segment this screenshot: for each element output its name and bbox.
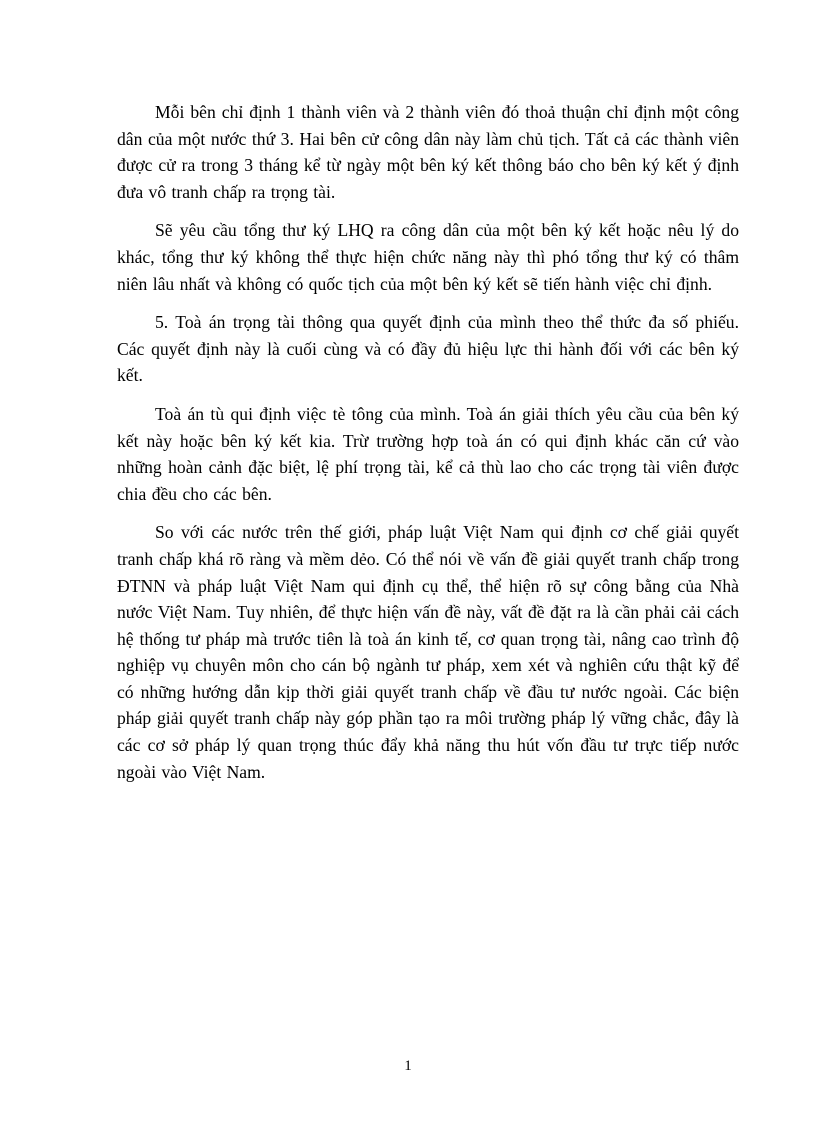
page-number: 1 [404, 1058, 412, 1074]
paragraph: 5. Toà án trọng tài thông qua quyết định của mình theo thể thức đa số phiếu. Các quyết định này là cuối cùng và có đầy đủ hiệu lực thi hành đối với các bên ký kết. [117, 312, 739, 386]
paragraph: Toà án tù qui định việc tè tông của mình. Toà án giải thích yêu cầu của bên ký kết này hoặc bên ký kết kia. Trừ trường hợp toà án có qui định khác căn cứ vào những hoàn cảnh đặc biệt, lệ phí trọng tài, kể cả thù lao cho các trọng tài viên được chia đều cho các bên. [117, 403, 739, 504]
paragraph: So với các nước trên thế giới, pháp luật Việt Nam qui định cơ chế giải quyết tranh chấp khá rõ ràng và mềm dẻo. Có thể nói về vấn đề giải quyết tranh chấp trong ĐTNN và pháp luật Việt Nam qui định cụ thể, thể hiện rõ sự công bằng của Nhà nước Việt Nam. Tuy nhiên, để thực hiện vấn đề này, vất đề đặt ra là cần phải cải cách hệ thống tư pháp mà trước tiên là toà án kinh tế, cơ quan trọng tài, nâng cao trình độ nghiệp vụ chuyên môn cho cán bộ ngành tư pháp, xem xét và nghiên cứu thật kỹ để có những hướng dẫn kịp thời giải quyết tranh chấp về đầu tư nước ngoài. Các biện pháp giải quyết tranh chấp này góp phần tạo ra môi trường pháp lý vững chắc, đây là các cơ sở pháp lý quan trọng thúc đẩy khả năng thu hút vốn đầu tư trực tiếp nước ngoài vào Việt Nam. [117, 522, 739, 782]
document-body [117, 99, 739, 797]
paragraph: Mỗi bên chỉ định 1 thành viên và 2 thành viên đó thoả thuận chỉ định một công dân của một nước thứ 3. Hai bên cử công dân này làm chủ tịch. Tất cả các thành viên được cử ra trong 3 tháng kể từ ngày một bên ký kết thông báo cho bên ký kết ý định đưa vô tranh chấp ra trọng tài. [117, 102, 739, 202]
paragraph: Sẽ yêu cầu tổng thư ký LHQ ra công dân của một bên ký kết hoặc nêu lý do khác, tổng thư ký không thể thực hiện chức năng này thì phó tổng thư ký có thâm niên lâu nhất và không có quốc tịch của một bên ký kết sẽ tiến hành việc chỉ định. [117, 220, 739, 294]
